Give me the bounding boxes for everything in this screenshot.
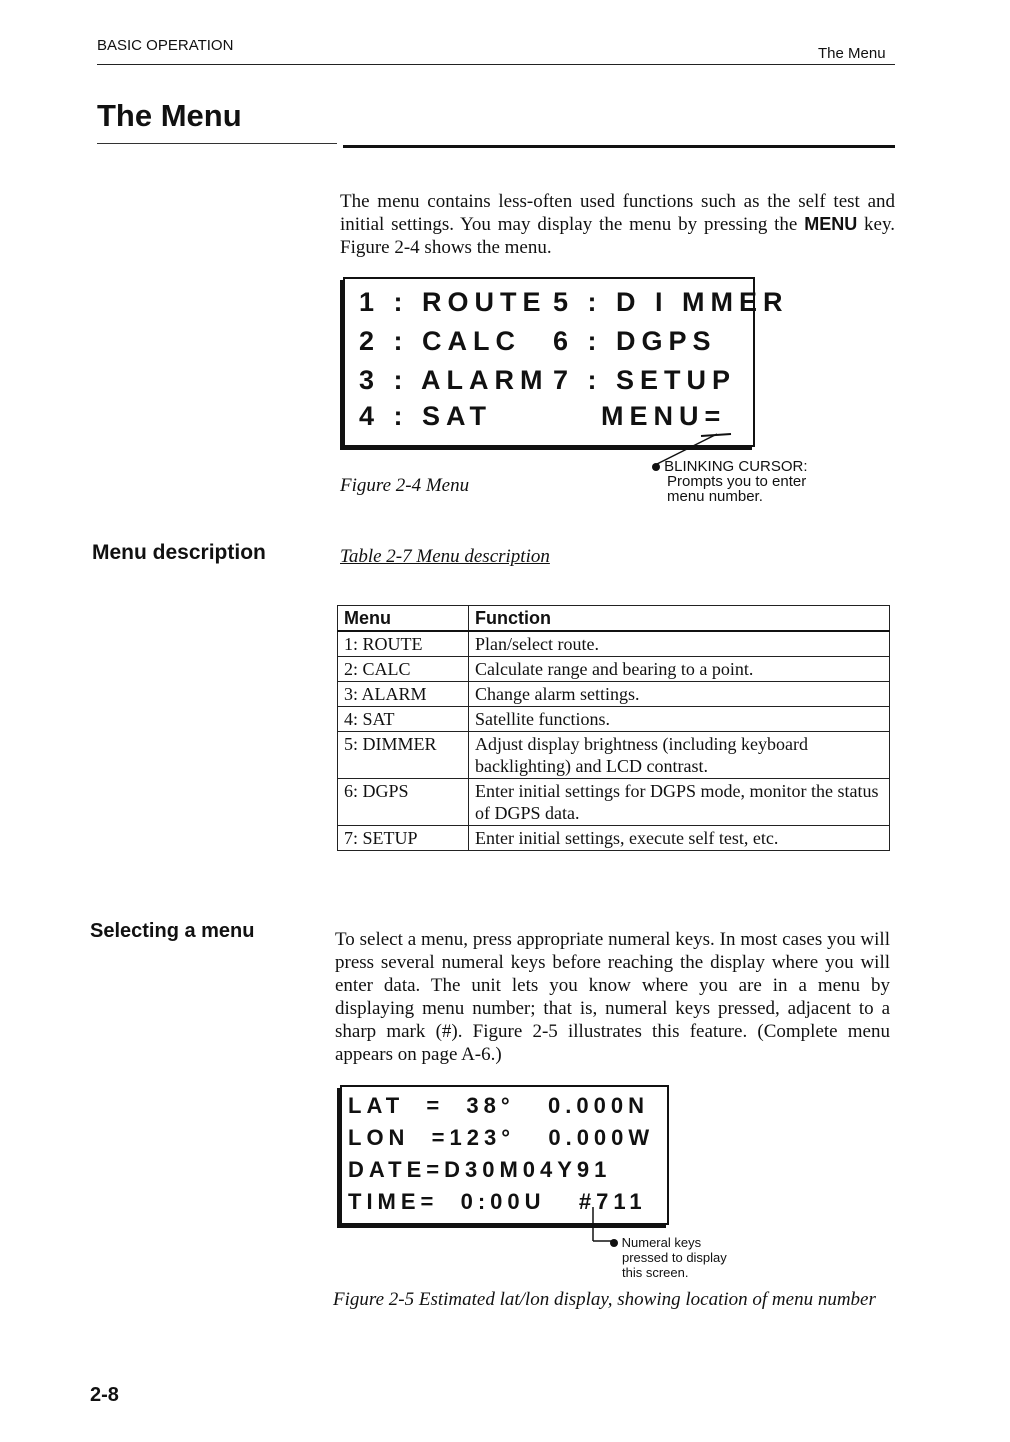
table-row	[338, 732, 890, 779]
cursor-note-line1: Prompts you to enter	[667, 473, 807, 490]
row-menu-cell: 4: SAT	[338, 707, 469, 732]
table-row	[338, 657, 890, 682]
row-menu-cell: 1: ROUTE	[338, 631, 469, 657]
table-row	[338, 631, 890, 657]
menu-item-sat: 4 : SAT	[359, 401, 493, 431]
figure-2-5-caption: Figure 2-5 Estimated lat/lon display, showing location of menu number	[333, 1289, 876, 1310]
menu-item-dimmer: 5 : D I MMER	[553, 287, 789, 317]
row-function-cell: Calculate range and bearing to a point.	[469, 657, 890, 682]
row-menu-cell: 7: SETUP	[338, 826, 469, 851]
date-row: DATE=D30M04Y91	[348, 1157, 612, 1182]
row-function-cell: Satellite functions.	[469, 707, 890, 732]
menu-description-heading: Menu description	[92, 541, 266, 564]
cursor-note-title: BLINKING CURSOR:	[664, 458, 808, 475]
bullet-icon	[652, 463, 660, 471]
intro-text-1: The menu contains less-often used functions such as the self test and initial settings. You may display the menu by pressing the	[340, 191, 895, 235]
bullet-icon	[610, 1239, 618, 1247]
row-function-cell: Change alarm settings.	[469, 682, 890, 707]
table-2-7-caption: Table 2-7 Menu description	[340, 546, 550, 567]
row-menu-cell: 6: DGPS	[338, 779, 469, 826]
menu-description-table	[337, 605, 890, 851]
cursor-note-line2: menu number.	[667, 488, 763, 505]
title-rule-thick	[343, 145, 895, 148]
figure-2-4-caption: Figure 2-4 Menu	[340, 475, 470, 496]
page-title: The Menu	[97, 98, 242, 133]
numeral-keys-note	[610, 1235, 727, 1280]
numeral-note-line1: Numeral keys	[621, 1235, 702, 1250]
row-function-cell: Enter initial settings, execute self test, etc.	[469, 826, 890, 851]
menu-item-dgps: 6 : DGPS	[553, 326, 717, 356]
table-row	[338, 826, 890, 851]
numeral-note-line3: this screen.	[622, 1265, 689, 1280]
menu-key-label: MENU	[804, 214, 858, 234]
column-header-menu: Menu	[338, 606, 469, 632]
blinking-cursor-note	[652, 459, 808, 504]
table-row	[338, 707, 890, 732]
table-header-row	[338, 606, 890, 632]
numeral-note-line2: pressed to display	[622, 1250, 727, 1265]
position-lcd-screen	[340, 1085, 669, 1225]
selecting-menu-heading: Selecting a menu	[90, 920, 255, 942]
table-row	[338, 779, 890, 826]
time-row: TIME= 0:00U #711	[348, 1189, 647, 1214]
lat-row: LAT = 38° 0.000N	[348, 1093, 649, 1118]
row-menu-cell: 5: DIMMER	[338, 732, 469, 779]
menu-prompt: MENU=	[601, 401, 727, 431]
intro-paragraph	[340, 190, 895, 259]
row-function-cell: Plan/select route.	[469, 631, 890, 657]
menu-item-route: 1 : ROUTE	[359, 287, 547, 317]
menu-item-setup: 7 : SETUP	[553, 365, 737, 395]
row-menu-cell: 3: ALARM	[338, 682, 469, 707]
row-function-cell: Adjust display brightness (including keyboard backlighting) and LCD contrast.	[469, 732, 890, 779]
lon-row: LON =123° 0.000W	[348, 1125, 655, 1150]
header-rule	[97, 64, 895, 65]
column-header-function: Function	[469, 606, 890, 632]
selecting-paragraph: To select a menu, press appropriate numeral keys. In most cases you will press several numeral keys before reaching the display where you will enter data. The unit lets you know where you are in a menu by displaying menu number; that is, numeral keys pressed, adjacent to a sharp mark (#). Figure 2-5 illustrates this feature. (Complete menu appears on page A-6.)	[335, 929, 890, 1065]
running-header-section: BASIC OPERATION	[97, 37, 234, 54]
row-menu-cell: 2: CALC	[338, 657, 469, 682]
page-number: 2-8	[90, 1384, 119, 1406]
row-function-cell: Enter initial settings for DGPS mode, monitor the status of DGPS data.	[469, 779, 890, 826]
menu-item-calc: 2 : CALC	[359, 326, 521, 356]
intro-text-2: key. Figure 2-4 shows the menu.	[340, 214, 896, 258]
menu-item-alarm: 3 : ALARM	[359, 365, 549, 395]
running-header-topic: The Menu	[818, 45, 886, 62]
table-row	[338, 682, 890, 707]
title-rule-thin	[97, 143, 337, 144]
